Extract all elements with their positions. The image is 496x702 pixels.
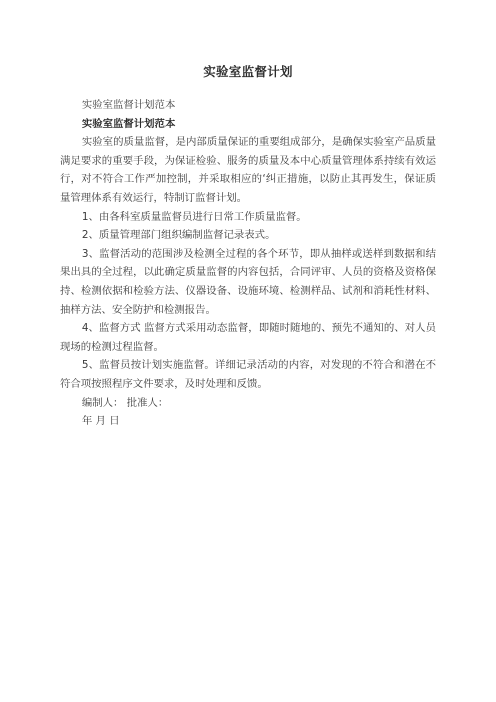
list-item: 4、监督方式 监督方式采用动态监督，即随时随地的、预先不通知的、对人员现场的检测过程监督。 bbox=[60, 322, 436, 353]
list-item: 5、监督员按计划实施监督。详细记录活动的内容，对发现的不符合和潜在不符合项按照程序文件要求，及时处理和反馈。 bbox=[60, 359, 436, 390]
list-item: 1、由各科室质量监督员进行日常工作质量监督。 bbox=[81, 210, 307, 223]
signature-line: 编制人： 批准人： bbox=[81, 396, 169, 409]
document-body bbox=[60, 96, 436, 431]
document-subtitle: 实验室监督计划范本 bbox=[81, 99, 176, 111]
document-title: 实验室监督计划 bbox=[203, 64, 293, 79]
intro-paragraph: 实验室的质量监督，是内部质量保证的重要组成部分，是确保实验室产品质量满足要求的重要手段，为保证检验、服务的质量及本中心质量管理体系持续有效运行，对不符合工作严加控制，并采取相应的‘纠正措施，以防止其再发生，保证质量管理体系有效运行，特制订监督计划。 bbox=[60, 136, 436, 204]
document-heading: 实验室监督计划范本 bbox=[81, 117, 176, 130]
date-line: 年 月 日 bbox=[81, 415, 120, 428]
list-item: 3、监督活动的范围涉及检测全过程的各个环节，即从抽样或送样到数据和结果出具的全过程，以此确定质量监督的内容包括，合同评审、人员的资格及资格保持、检测依据和检验方法、仪器设备、设施环境、检测样品、试剂和消耗性材料、抽样方法、安全防护和检测报告。 bbox=[60, 247, 436, 316]
list-item: 2、质量管理部门组织编制监督记录表式。 bbox=[81, 229, 276, 242]
